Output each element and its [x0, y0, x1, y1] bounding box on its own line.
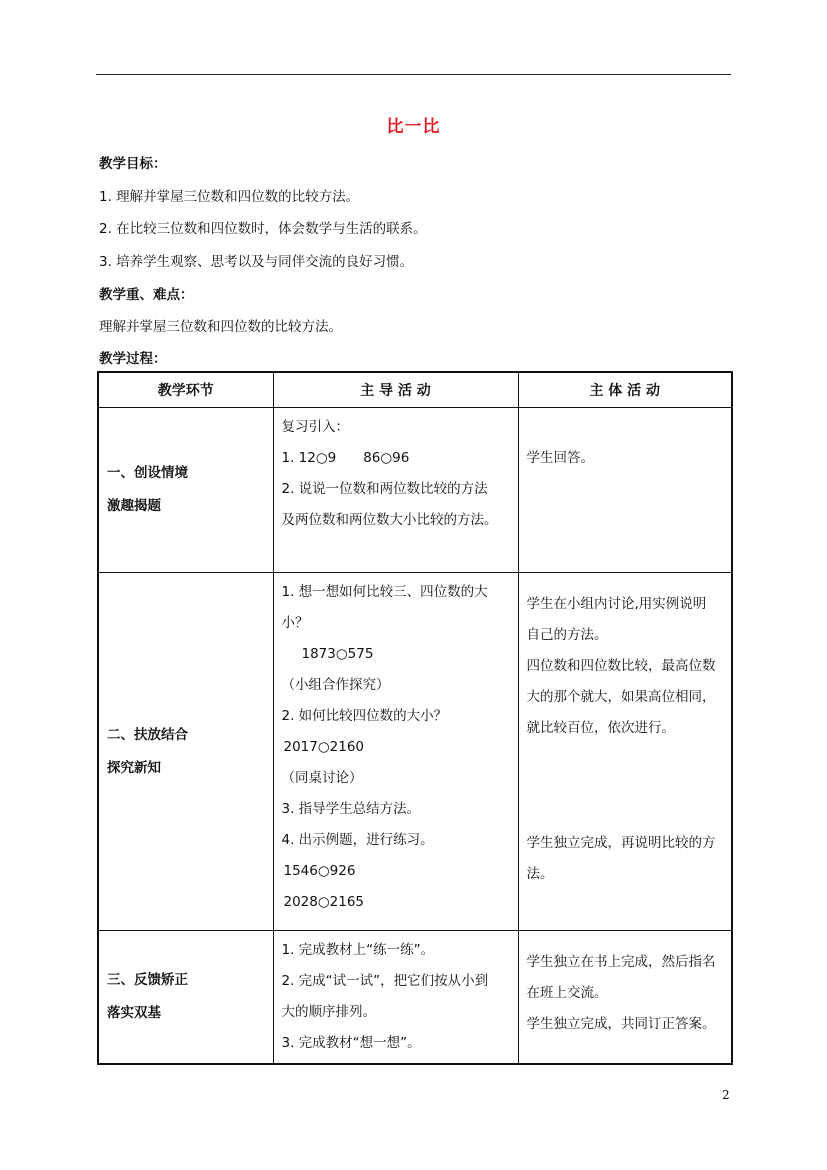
page-number: 2 — [722, 1088, 730, 1102]
key-text: 理解并掌屋三位数和四位数的比较方法。 — [99, 319, 342, 335]
stage-subtitle: 落实双基 — [107, 1005, 161, 1021]
stage-title: 一、创设情境 — [107, 465, 188, 481]
lead-line: 2. 如何比较四位数的大小？ — [281, 708, 448, 724]
stage-cell — [98, 408, 273, 573]
lead-line: （小组合作探究） — [281, 677, 390, 693]
comparison-item: 2017○2160 — [283, 739, 364, 755]
lead-line: 1. 想一想如何比较三、四位数的大 — [281, 584, 488, 600]
goal-item-2: 2. 在比较三位数和四位数时，体会数学与生活的联系。 — [99, 221, 427, 237]
student-activity-cell — [518, 408, 732, 573]
student-line: 学生在小组内讨论,用实例说明 — [526, 596, 707, 612]
stage-subtitle: 激趣揭题 — [107, 498, 161, 514]
lead-line: 3. 指导学生总结方法。 — [281, 801, 421, 817]
header-rule — [96, 74, 731, 75]
header-student-activity: 主 体 活 动 — [518, 372, 732, 408]
lead-activity-cell — [273, 931, 518, 1065]
student-line: 在班上交流。 — [526, 985, 608, 1001]
header-lead-activity: 主 导 活 动 — [273, 372, 518, 408]
header-stage: 教学环节 — [98, 372, 273, 408]
goals-heading: 教学目标： — [99, 156, 167, 172]
table-row — [98, 573, 732, 931]
student-line: 就比较百位，依次进行。 — [526, 720, 675, 736]
lead-activity-cell — [273, 408, 518, 573]
lead-line: 4. 出示例题，进行练习。 — [281, 832, 434, 848]
table-row — [98, 931, 732, 1065]
lead-line: 复习引入： — [281, 419, 349, 435]
lead-line: 2. 完成“试一试”，把它们按从小到 — [281, 973, 489, 989]
student-line: 学生独立在书上完成，然后指名 — [526, 954, 716, 970]
spacer — [527, 744, 726, 828]
lead-line: 3. 完成教材“想一想”。 — [281, 1035, 421, 1051]
student-line: 学生独立完成，再说明比较的方 — [526, 835, 716, 851]
student-line: 学生独立完成，共同订正答案。 — [526, 1016, 716, 1032]
student-line: 自己的方法。 — [526, 627, 608, 643]
page-title: 比一比 — [386, 117, 441, 137]
stage-title: 二、扶放结合 — [107, 726, 188, 743]
goal-item-3: 3. 培养学生观察、思考以及与同伴交流的良好习惯。 — [99, 254, 414, 270]
student-line: 大的那个就大，如果高位相同， — [526, 689, 716, 705]
key-heading: 教学重、难点： — [99, 287, 194, 303]
stage-subtitle: 探究新知 — [107, 759, 161, 776]
stage-cell — [98, 931, 273, 1065]
student-line: 法。 — [526, 866, 554, 882]
comparison-item: 2028○2165 — [283, 894, 364, 910]
lead-line: 1. 完成教材上“练一练”。 — [281, 942, 435, 958]
stage-title: 三、反馈矫正 — [107, 972, 188, 988]
goal-item-1: 1. 理解并掌屋三位数和四位数的比较方法。 — [99, 189, 360, 205]
lead-activity-cell — [273, 573, 518, 931]
lead-line: （同桌讨论） — [281, 770, 363, 786]
lead-line: 小？ — [281, 615, 309, 631]
student-activity-cell — [518, 931, 732, 1065]
stage-cell — [98, 573, 273, 931]
student-activity-cell — [518, 573, 732, 931]
lead-line: 大的顺序排列。 — [281, 1004, 376, 1020]
student-line: 学生回答。 — [526, 450, 594, 466]
process-heading: 教学过程： — [99, 351, 167, 367]
comparison-item: 1546○926 — [283, 863, 356, 879]
table-row — [98, 408, 732, 573]
student-line: 四位数和四位数比较，最高位数 — [526, 658, 716, 674]
table-header-row — [98, 372, 732, 408]
lead-line: 及两位数和两位数大小比较的方法。 — [281, 512, 498, 528]
teaching-process-table — [97, 371, 733, 1065]
comparison-item: 1873○575 — [301, 646, 374, 662]
lead-line: 2. 说说一位数和两位数比较的方法 — [281, 481, 488, 497]
lead-line: 1. 12○9 86○96 — [281, 450, 410, 466]
